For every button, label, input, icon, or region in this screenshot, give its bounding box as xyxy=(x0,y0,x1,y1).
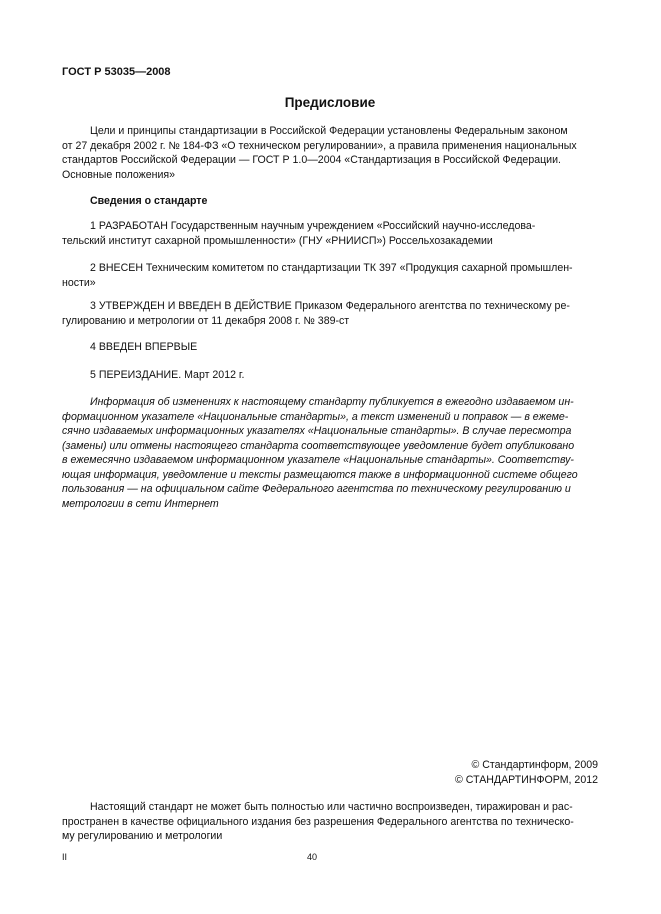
page-title: Предисловие xyxy=(284,95,376,110)
intro-line: от 27 декабря 2002 г. № 184-ФЗ «О техническом регулировании», а правила применения национальных xyxy=(62,139,577,152)
list-item: 2 ВНЕСЕН Техническим комитетом по стандартизации ТК 397 «Продукция сахарной промышлен- ности» xyxy=(62,262,573,289)
section-heading: Сведения о стандарте xyxy=(90,195,208,207)
list-item: 5 ПЕРЕИЗДАНИЕ. Март 2012 г. xyxy=(90,369,245,381)
intro-line: стандартов Российской Федерации — ГОСТ Р 1.0—2004 «Стандартизация в Российской Федерации. xyxy=(62,154,561,166)
roman-page-number: II xyxy=(62,852,68,862)
page-number: 40 xyxy=(307,852,318,862)
list-item: 1 РАЗРАБОТАН Государственным научным учреждением «Российский научно-исследова- тельский институт сахарной промышленности» (ГНУ «РНИИСП») Россельхозакадемии xyxy=(62,220,536,247)
intro-paragraph xyxy=(62,124,598,182)
intro-line: Цели и принципы стандартизации в Российской Федерации установлены Федеральным законом xyxy=(90,125,568,137)
notice-paragraph: Информация об изменениях к настоящему стандарту публикуется в ежегодно издаваемом ин- формационном указателе «Национальные стандарты», а текст изменений и поправок — в ежеме- сячно издаваемых информационных указателях «Национальные стандарты». В случае пересмотра (замены) или отмены настоящего стандарта соответствующее уведомление будет опубликовано в ежемесячно издаваемом информационном указателе «Национальные стандарты». Соответству- ющая информация, уведомление и тексты размещаются также в информационной системе общего пользования — на официальном сайте Федерального агентства по техническому регулированию и метрологии в сети Интернет xyxy=(62,396,578,510)
list-item: 4 ВВЕДЕН ВПЕРВЫЕ xyxy=(90,341,198,353)
copyright-2012: © СТАНДАРТИНФОРМ, 2012 xyxy=(455,774,598,786)
document-code: ГОСТ Р 53035—2008 xyxy=(62,66,171,78)
reproduction-notice: Настоящий стандарт не может быть полностью или частично воспроизведен, тиражирован и рас- пространен в качестве официального издания без разрешения Федерального агентства по техническо- му регулированию и метрологии xyxy=(62,801,574,842)
list-item: 3 УТВЕРЖДЕН И ВВЕДЕН В ДЕЙСТВИЕ Приказом Федерального агентства по техническому ре- гулированию и метрологии от 11 декабря 2008 г. № 389-ст xyxy=(62,300,570,327)
intro-line: Основные положения» xyxy=(62,168,176,181)
copyright-2009: © Стандартинформ, 2009 xyxy=(471,759,598,771)
